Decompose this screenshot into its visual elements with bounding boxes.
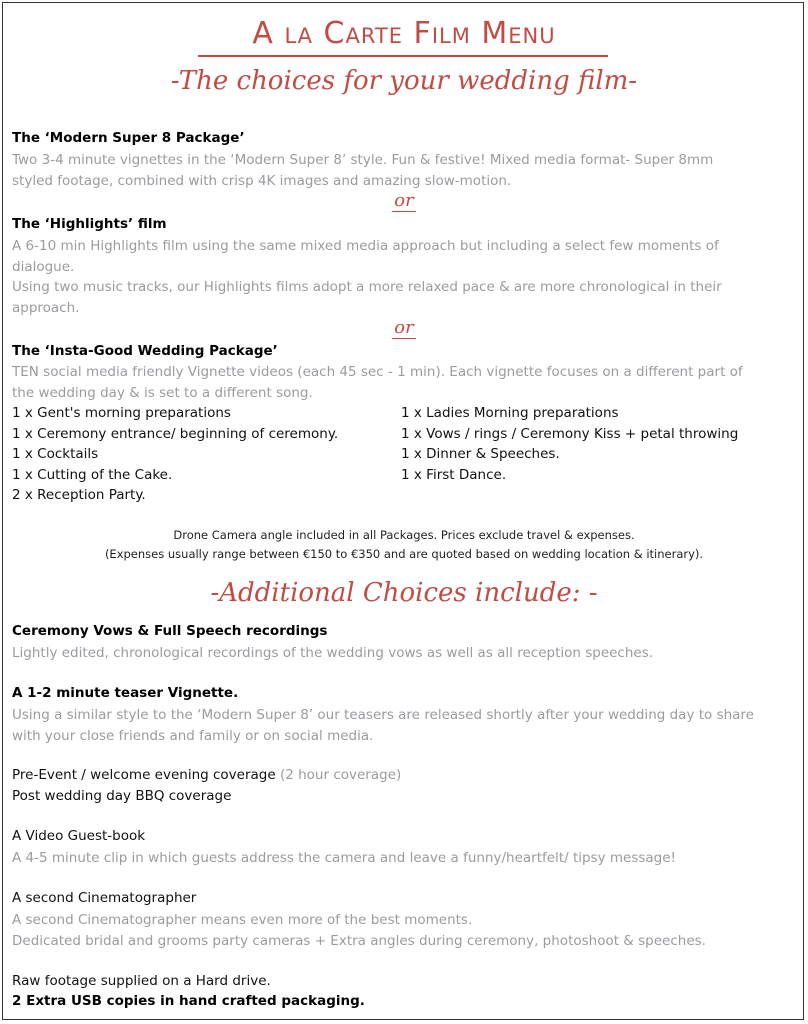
insta-item-left: 1 x Gent's morning preparations xyxy=(12,405,231,421)
super8-desc-line-2: styled footage, combined with crisp 4K images and amazing slow-motion. xyxy=(12,173,512,189)
title-underline xyxy=(198,55,608,57)
insta-desc-line-1: TEN social media friendly Vignette videos (each 45 sec - 1 min). Each vignette focuses on a different part of xyxy=(12,364,743,380)
highlights-desc-line-4: approach. xyxy=(12,300,80,316)
page-title: A la Carte Film Menu xyxy=(252,16,556,51)
second-cinematographer-title: A second Cinematographer xyxy=(12,890,197,906)
bbq-line: Post wedding day BBQ coverage xyxy=(12,788,232,804)
guestbook-title: A Video Guest-book xyxy=(12,828,146,844)
teaser-desc-line-1: Using a similar style to the ‘Modern Super 8’ our teasers are released shortly after your wedding day to share xyxy=(12,707,754,723)
or-divider-2 xyxy=(0,317,808,338)
pre-event-duration: (2 hour coverage) xyxy=(279,767,402,783)
super8-desc-line-1: Two 3-4 minute vignettes in the ‘Modern Super 8’ style. Fun & festive! Mixed media format- Super 8mm xyxy=(12,152,714,168)
insta-item-left: 1 x Cutting of the Cake. xyxy=(12,467,173,483)
insta-item-right: 1 x Ladies Morning preparations xyxy=(401,405,619,421)
highlights-desc-line-1: A 6-10 min Highlights film using the same mixed media approach but including a select few moments of xyxy=(12,238,719,254)
guestbook-desc: A 4-5 minute clip in which guests address the camera and leave a funny/heartfelt/ tipsy message! xyxy=(12,850,676,866)
highlights-desc-line-3: Using two music tracks, our Highlights films adopt a more relaxed pace & are more chronological in their xyxy=(12,279,722,295)
pre-event-label: Pre-Event / welcome evening coverage xyxy=(12,767,276,783)
or-divider-2-label: or xyxy=(394,317,414,338)
page-subtitle: -The choices for your wedding film- xyxy=(170,66,638,96)
insta-item-right: 1 x Vows / rings / Ceremony Kiss + petal throwing xyxy=(401,426,739,442)
highlights-desc-line-2: dialogue. xyxy=(12,259,75,275)
or-divider-1 xyxy=(0,190,808,211)
pre-event-line xyxy=(12,767,401,783)
second-cinematographer-desc-line-2: Dedicated bridal and grooms party cameras + Extra angles during ceremony, photoshoot & speeches. xyxy=(12,933,706,949)
insta-item-left: 2 x Reception Party. xyxy=(12,487,146,503)
insta-item-left: 1 x Ceremony entrance/ beginning of ceremony. xyxy=(12,426,339,442)
insta-desc-line-2: the wedding day & is set to a different song. xyxy=(12,385,313,401)
vows-desc: Lightly edited, chronological recordings of the wedding vows as well as all reception speeches. xyxy=(12,645,654,661)
super8-title: The ‘Modern Super 8 Package’ xyxy=(12,130,245,146)
insta-title: The ‘Insta-Good Wedding Package’ xyxy=(12,343,278,359)
usb-copies-line: 2 Extra USB copies in hand crafted packaging. xyxy=(12,993,365,1009)
vows-title: Ceremony Vows & Full Speech recordings xyxy=(12,623,328,639)
or-divider-1-label: or xyxy=(394,190,414,211)
teaser-desc-line-2: with your close friends and family or on social media. xyxy=(12,728,374,744)
insta-item-right: 1 x First Dance. xyxy=(401,467,507,483)
expenses-note: (Expenses usually range between €150 to €350 and are quoted based on wedding location & itinerary). xyxy=(104,547,704,561)
second-cinematographer-desc-line-1: A second Cinematographer means even more of the best moments. xyxy=(12,912,473,928)
additional-choices-title: -Additional Choices include: - xyxy=(210,578,598,608)
highlights-title: The ‘Highlights’ film xyxy=(12,216,167,232)
teaser-title: A 1-2 minute teaser Vignette. xyxy=(12,685,239,701)
drone-note: Drone Camera angle included in all Packages. Prices exclude travel & expenses. xyxy=(173,528,635,542)
raw-footage-line: Raw footage supplied on a Hard drive. xyxy=(12,973,271,989)
insta-item-left: 1 x Cocktails xyxy=(12,446,99,462)
insta-item-right: 1 x Dinner & Speeches. xyxy=(401,446,560,462)
